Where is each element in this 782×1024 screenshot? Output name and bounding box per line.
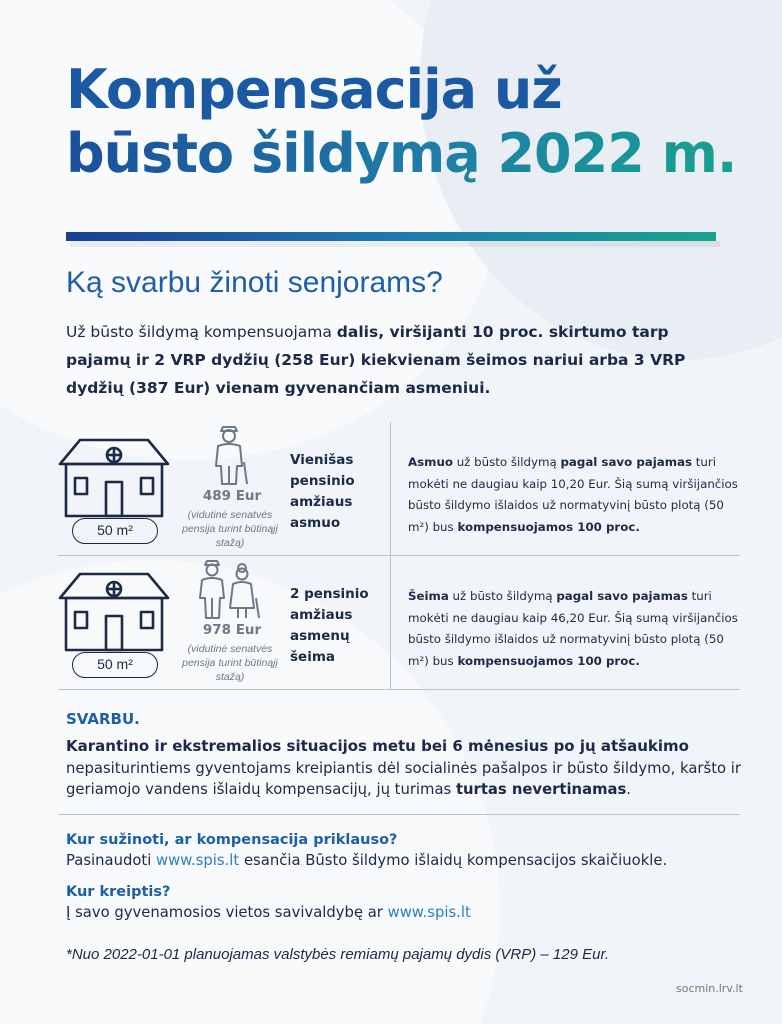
pension-note: (vidutinė senatvės pensija turint būtinąjį stažą) [182,643,278,683]
row-divider [58,689,740,690]
title-line-2: būsto šildymą 2022 m. [66,122,746,186]
area-badge: 50 m² [72,652,158,678]
important-text-end: . [626,781,632,798]
important-body [66,758,746,800]
desc-text: turi mokėti ne daugiau kaip 10,20 Eur. Šią sumą viršijančios būsto šildymo išlaidos už normatyvinį būsto plotą (50 m²) bus [408,455,738,534]
intro-paragraph [66,318,706,402]
subtitle: Ką svarbu žinoti senjorams? [66,266,443,299]
case-description [408,452,738,538]
house-icon [58,572,170,652]
important-emphasis: turtas nevertinamas [455,781,627,798]
intro-text: Už būsto šildymą kompensuojama [66,323,337,341]
footnote: *Nuo 2022-01-01 planuojamas valstybės remiamų pajamų dydis (VRP) – 129 Eur. [66,946,610,963]
faq-answer-text: esančia Būsto šildymo išlaidų kompensacijos skaičiuokle. [239,852,668,869]
desc-text: už būsto šildymą [448,589,557,603]
important-lead: Karantino ir ekstremalios situacijos metu bei 6 mėnesius po jų atšaukimo [66,737,689,755]
case-row-single [58,422,740,554]
faq-answer-text: Į savo gyvenamosios vietos savivaldybę ar [66,904,388,921]
faq-question: Kur sužinoti, ar kompensacija priklauso? [66,832,398,848]
elderly-man-icon [206,424,252,486]
desc-subject: Asmuo [408,455,453,469]
section-divider [58,814,740,815]
title-line-1: Kompensacija už [66,58,562,121]
title-rule-shadow [70,241,720,247]
case-description [408,586,738,672]
desc-emphasis: kompensuojamos 100 proc. [457,519,640,534]
pension-amount: 978 Eur [202,622,262,638]
case-row-couple [58,556,740,688]
faq-question: Kur kreiptis? [66,884,171,900]
spis-link[interactable]: www.spis.lt [387,904,471,921]
page-title [66,58,746,186]
desc-text: turi mokėti ne daugiau kaip 46,20 Eur. Šią sumą viršijančios būsto šildymo išlaidos už normatyvinį būsto plotą (50 m²) bus [408,589,738,668]
desc-emphasis: pagal savo pajamas [556,589,688,603]
important-heading: SVARBU. [66,710,140,728]
desc-text: už būsto šildymą [452,455,561,469]
spis-link[interactable]: www.spis.lt [156,852,240,869]
household-type: 2 pensinio amžiaus asmenų šeima [290,586,369,665]
elderly-couple-icon [196,558,264,620]
faq-answer [66,852,667,869]
faq-answer-text: Pasinaudoti [66,852,157,869]
desc-subject: Šeima [408,589,449,603]
desc-emphasis: kompensuojamos 100 proc. [457,653,640,668]
pension-note: (vidutinė senatvės pensija turint būtinąjį stažą) [182,509,278,549]
desc-emphasis: pagal savo pajamas [560,455,692,469]
house-icon [58,438,170,518]
intro-bold-text: dalis, viršijanti 10 proc. skirtumo tarp pajamų ir 2 VRP dydžių (258 Eur) kiekvienam šeimos nariui arba 3 VRP dydžių (387 Eur) vienam gyvenančiam asmeniui. [66,323,686,397]
area-badge: 50 m² [72,518,158,544]
household-type: Vienišas pensinio amžiaus asmuo [290,452,355,531]
important-text: nepasiturintiems gyventojams kreipiantis dėl socialinės pašalpos ir būsto šildymo, karšto ir geriamojo vandens išlaidų kompensacijų, jų turimas [66,760,741,798]
faq-answer [66,904,471,921]
title-rule [66,232,716,241]
site-url[interactable]: socmin.lrv.lt [676,982,743,995]
pension-amount: 489 Eur [202,488,262,504]
